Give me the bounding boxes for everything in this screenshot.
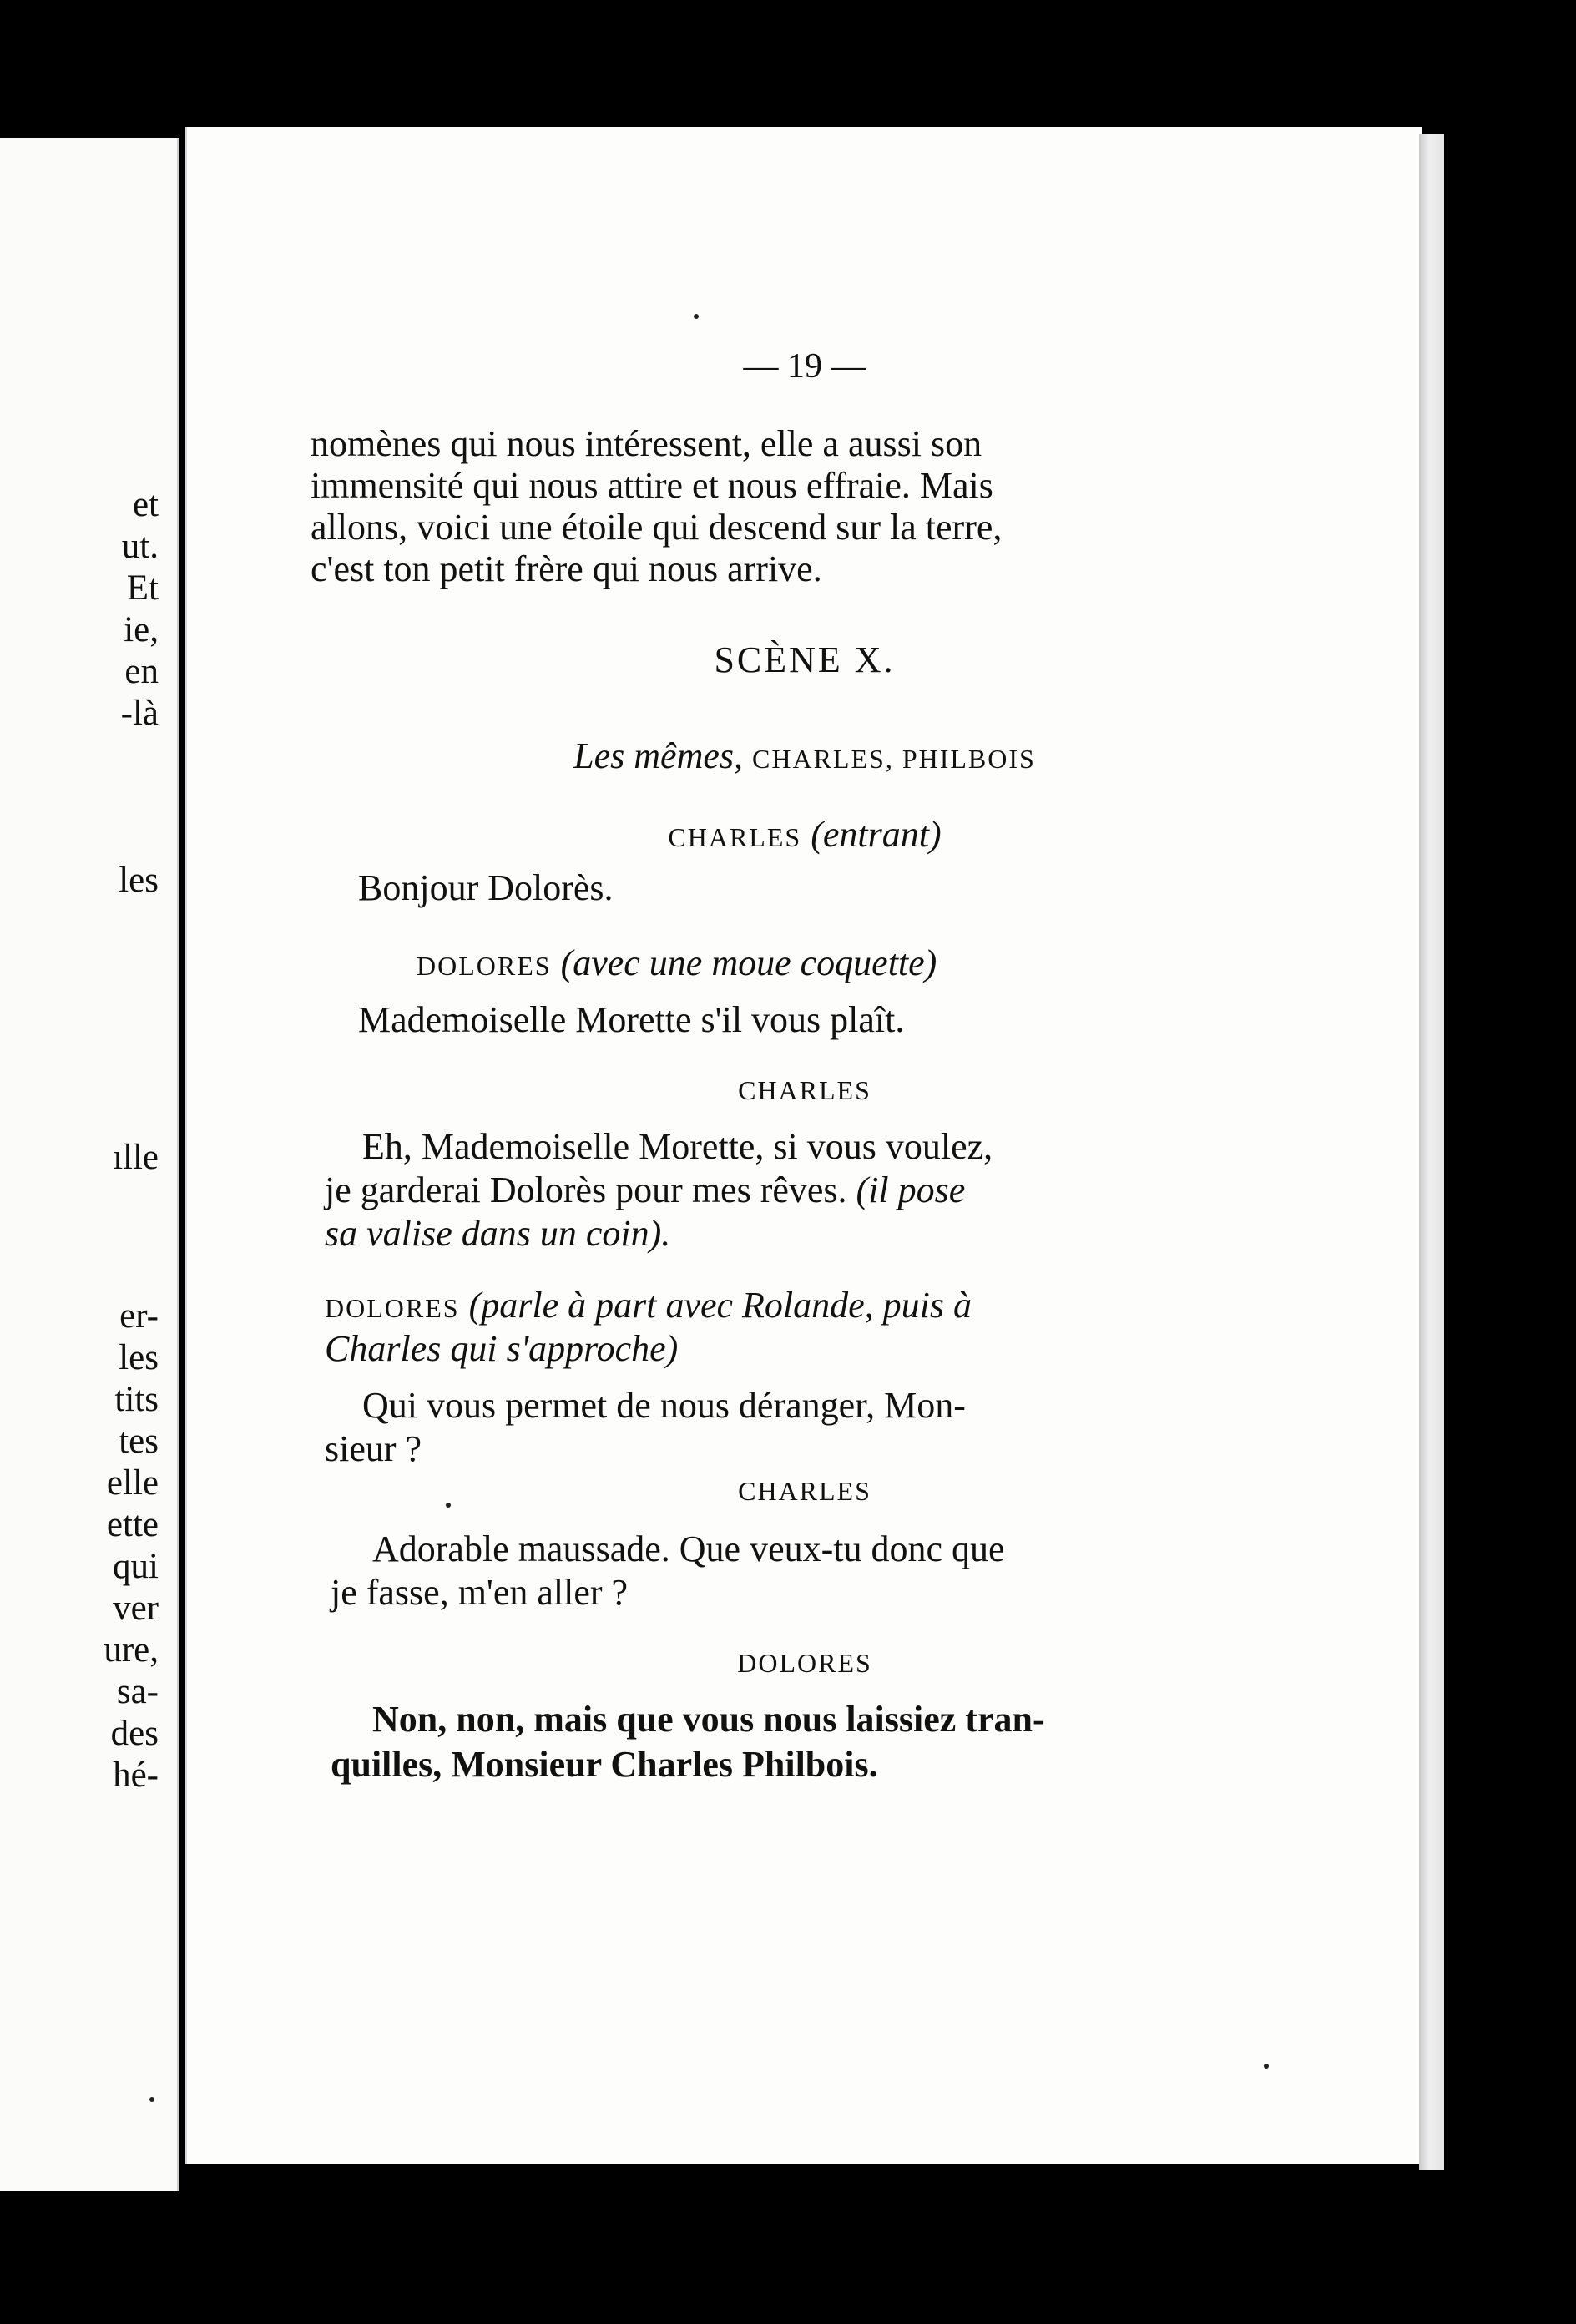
printing-dot xyxy=(149,2097,154,2102)
text-line: immensité qui nous attire et nous effraie. Mais xyxy=(311,465,993,506)
left-fragment: sa- xyxy=(116,1672,159,1711)
stage-direction: sa valise dans un coin). xyxy=(325,1213,671,1254)
speaker-name: DOLORES xyxy=(325,1293,460,1323)
left-fragment: tes xyxy=(119,1422,159,1461)
text-line-with-direction xyxy=(325,1172,965,1209)
left-fragment: Et xyxy=(126,568,159,608)
speaker-heading xyxy=(417,942,937,983)
printing-dot xyxy=(1264,2064,1269,2069)
text-line: allons, voici une étoile qui descend sur la terre, xyxy=(311,507,1003,548)
left-fragment: qui xyxy=(113,1547,159,1586)
cast-italic: Les mêmes, xyxy=(573,735,744,776)
previous-page-fragment xyxy=(0,138,179,2191)
speaker-heading xyxy=(325,1287,972,1324)
cast-names: CHARLES, PHILBOIS xyxy=(752,744,1036,774)
speaker-name: CHARLES xyxy=(738,1075,871,1105)
text-line: quilles, Monsieur Charles Philbois. xyxy=(331,1744,878,1785)
scene-heading: SCÈNE X. xyxy=(714,639,896,680)
text-segment: je garderai Dolorès pour mes rêves. xyxy=(325,1170,847,1210)
left-fragment: ver xyxy=(113,1589,159,1628)
speaker-name: DOLORES xyxy=(737,1648,872,1678)
cast-list xyxy=(187,735,1422,776)
stage-direction: (avec une moue coquette) xyxy=(560,942,937,983)
text-line: nomènes qui nous intéressent, elle a aussi son xyxy=(311,423,982,464)
page-number: — 19 — xyxy=(743,347,866,386)
left-fragment: ie, xyxy=(124,610,159,649)
left-fragment: elle xyxy=(106,1463,159,1503)
speaker-name: DOLORES xyxy=(417,951,552,981)
left-fragment: ılle xyxy=(113,1138,159,1177)
stage-direction: (entrant) xyxy=(811,814,942,855)
text-line: Non, non, mais que vous nous laissiez tran- xyxy=(372,1699,1045,1740)
page-edge xyxy=(1419,134,1444,2170)
left-fragment: -là xyxy=(120,694,159,733)
printing-dot xyxy=(694,314,699,319)
text-line: sieur ? xyxy=(325,1428,422,1469)
book-page xyxy=(185,127,1422,2164)
left-fragment: des xyxy=(110,1714,159,1753)
text-line: Eh, Mademoiselle Morette, si vous voulez, xyxy=(362,1126,993,1167)
text-line: Mademoiselle Morette s'il vous plaît. xyxy=(358,999,905,1040)
left-fragment: ure, xyxy=(104,1630,159,1670)
left-fragment: ette xyxy=(106,1505,159,1544)
left-fragment: en xyxy=(124,652,159,691)
left-fragment: hé- xyxy=(113,1756,159,1795)
left-fragment: les xyxy=(119,861,159,900)
left-fragment: tits xyxy=(114,1380,159,1419)
speaker-heading xyxy=(187,816,1422,853)
text-line: Qui vous permet de nous déranger, Mon- xyxy=(362,1385,966,1426)
text-line: Adorable maussade. Que veux-tu donc que xyxy=(372,1528,1005,1569)
left-fragment: et xyxy=(132,485,159,524)
left-fragment: er- xyxy=(119,1296,159,1336)
speaker-name: CHARLES xyxy=(668,822,802,852)
text-line: c'est ton petit frère qui nous arrive. xyxy=(311,548,822,589)
left-fragment: les xyxy=(119,1338,159,1377)
text-line: Bonjour Dolorès. xyxy=(358,867,614,908)
text-line: je fasse, m'en aller ? xyxy=(331,1572,629,1613)
speaker-name: CHARLES xyxy=(738,1476,871,1506)
left-fragment: ut. xyxy=(121,527,159,566)
stage-direction: (il pose xyxy=(856,1170,966,1210)
stage-direction: Charles qui s'approche) xyxy=(325,1328,679,1369)
stage-direction: (parle à part avec Rolande, puis à xyxy=(468,1285,972,1326)
